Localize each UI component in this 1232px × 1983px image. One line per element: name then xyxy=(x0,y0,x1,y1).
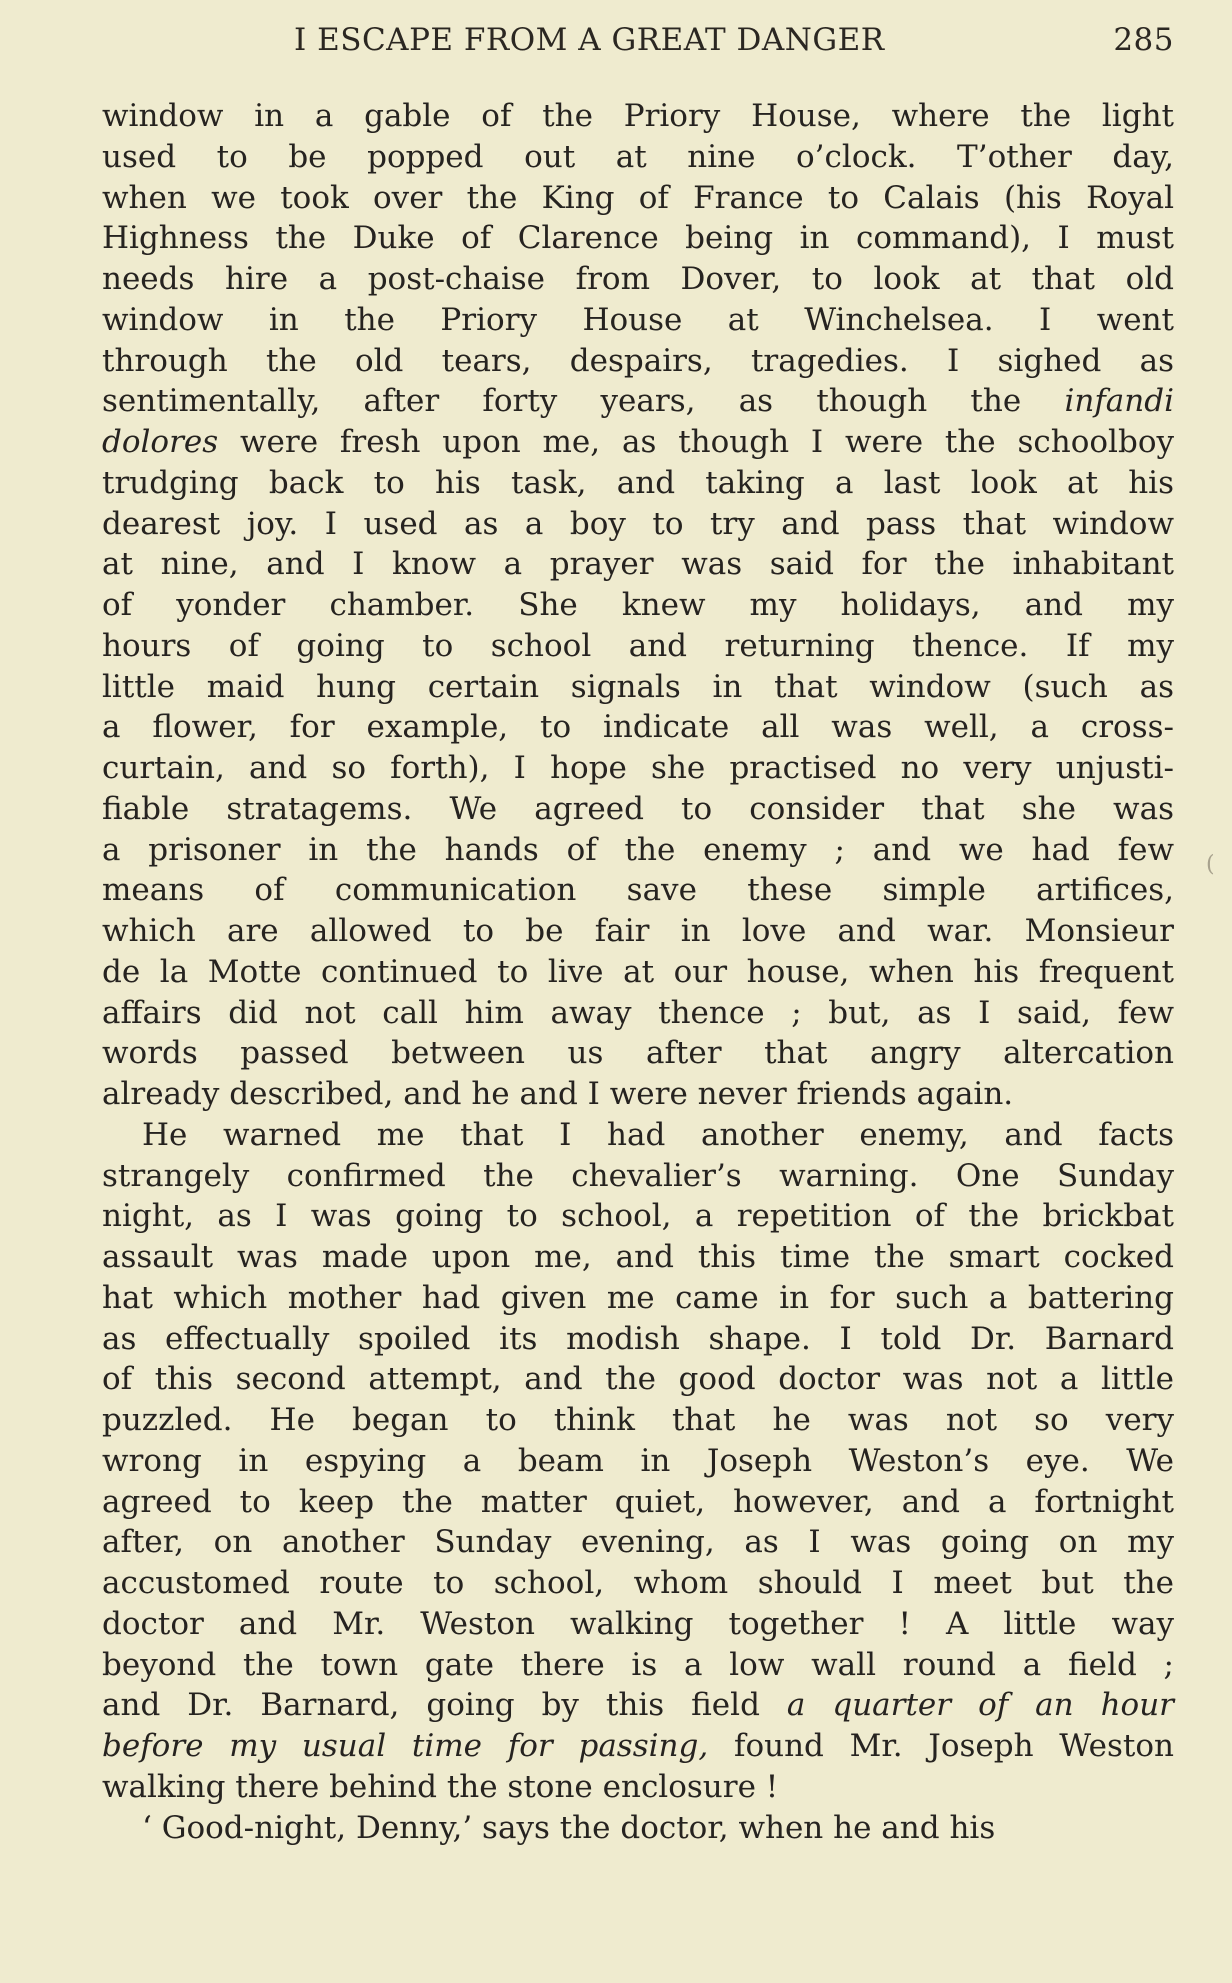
text-line: curtain, and so forth), I hope she practised no very unjusti- xyxy=(102,750,1174,786)
text-line xyxy=(102,1685,1174,1726)
text-line: affairs did not call him away thence ; but, as I said, few xyxy=(102,994,1174,1031)
text-line: after, on another Sunday evening, as I was going on my xyxy=(102,1524,1174,1561)
text-line: accustomed route to school, whom should I meet but the xyxy=(102,1565,1174,1601)
text-line: when we took over the King of France to Calais (his Royal xyxy=(102,179,1174,216)
text-line: means of communication save these simple artifices, xyxy=(102,872,1174,909)
text-line: night, as I was going to school, a repetition of the brickbat xyxy=(102,1198,1174,1235)
text-line: doctor and Mr. Weston walking together ! A little way xyxy=(102,1605,1174,1642)
text-line: through the old tears, despairs, tragedies. I sighed as xyxy=(102,342,1174,379)
text-line xyxy=(102,381,1174,422)
italic-phrase: before my usual time for passing, xyxy=(102,1728,709,1764)
text-line: fiable stratagems. We agreed to consider that she was xyxy=(102,790,1174,827)
text-line: strangely confirmed the chevalier’s warning. One Sunday xyxy=(102,1157,1174,1194)
body-text xyxy=(102,96,1174,1848)
text-line: hours of going to school and returning thence. If my xyxy=(102,627,1174,664)
italic-phrase: a quarter of an hour xyxy=(786,1687,1175,1724)
text-line: at nine, and I know a prayer was said for the inhabitant xyxy=(102,546,1174,583)
text-line: as effectually spoiled its modish shape. I told Dr. Barnard xyxy=(102,1320,1174,1357)
running-head: I ESCAPE FROM A GREAT DANGER xyxy=(294,22,885,58)
text-line: assault was made upon me, and this time the smart cocked xyxy=(102,1239,1174,1275)
text-line: needs hire a post-chaise from Dover, to look at that old xyxy=(102,261,1174,297)
text-line: words passed between us after that angry altercation xyxy=(102,1035,1174,1072)
margin-mark: ( xyxy=(1206,852,1215,877)
text-line: which are allowed to be fair in love and war. Monsieur xyxy=(102,913,1174,949)
line-segment: sentimentally, after forty years, as though the xyxy=(102,383,1022,420)
text-line: little maid hung certain signals in that window (such as xyxy=(102,668,1174,705)
text-line: of yonder chamber. She knew my holidays, and my xyxy=(102,587,1174,623)
text-line: He warned me that I had another enemy, and facts xyxy=(142,1116,1174,1153)
text-line: hat which mother had given me came in for such a battering xyxy=(102,1279,1174,1316)
text-line: dearest joy. I used as a boy to try and pass that window xyxy=(102,505,1174,542)
text-line: beyond the town gate there is a low wall round a field ; xyxy=(102,1646,1174,1683)
line-segment: were fresh upon me, as though I were the schoolboy xyxy=(240,424,1174,460)
text-line xyxy=(102,1726,1174,1767)
text-line: a prisoner in the hands of the enemy ; and we had few xyxy=(102,831,1174,868)
text-line xyxy=(102,422,1174,463)
text-line: used to be popped out at nine o’clock. T’other day, xyxy=(102,138,1174,175)
text-line: window in the Priory House at Winchelsea. I went xyxy=(102,301,1174,338)
italic-phrase: infandi xyxy=(1064,383,1175,420)
text-line: a flower, for example, to indicate all was well, a cross- xyxy=(102,709,1174,746)
text-line: trudging back to his task, and taking a last look at his xyxy=(102,464,1174,501)
text-line: de la Motte continued to live at our house, when his frequent xyxy=(102,953,1174,990)
text-line: agreed to keep the matter quiet, however, and a fortnight xyxy=(102,1483,1174,1520)
text-line: walking there behind the stone enclosure ! xyxy=(102,1768,779,1805)
text-line: puzzled. He began to think that he was not so very xyxy=(102,1402,1174,1438)
text-line: ‘ Good-night, Denny,’ says the doctor, when he and his xyxy=(142,1809,996,1846)
text-line: already described, and he and I were never friends again. xyxy=(102,1076,1014,1112)
text-line: of this second attempt, and the good doctor was not a little xyxy=(102,1361,1174,1398)
italic-phrase: dolores xyxy=(102,424,219,460)
page-number: 285 xyxy=(1113,22,1174,58)
line-segment: and Dr. Barnard, going by this field xyxy=(102,1687,760,1724)
text-line: Highness the Duke of Clarence being in command), I must xyxy=(102,220,1174,257)
text-line: wrong in espying a beam in Joseph Weston’s eye. We xyxy=(102,1442,1174,1479)
line-segment: found Mr. Joseph Weston xyxy=(733,1728,1174,1764)
page-header xyxy=(102,22,1174,72)
text-line: window in a gable of the Priory House, where the light xyxy=(102,98,1174,134)
